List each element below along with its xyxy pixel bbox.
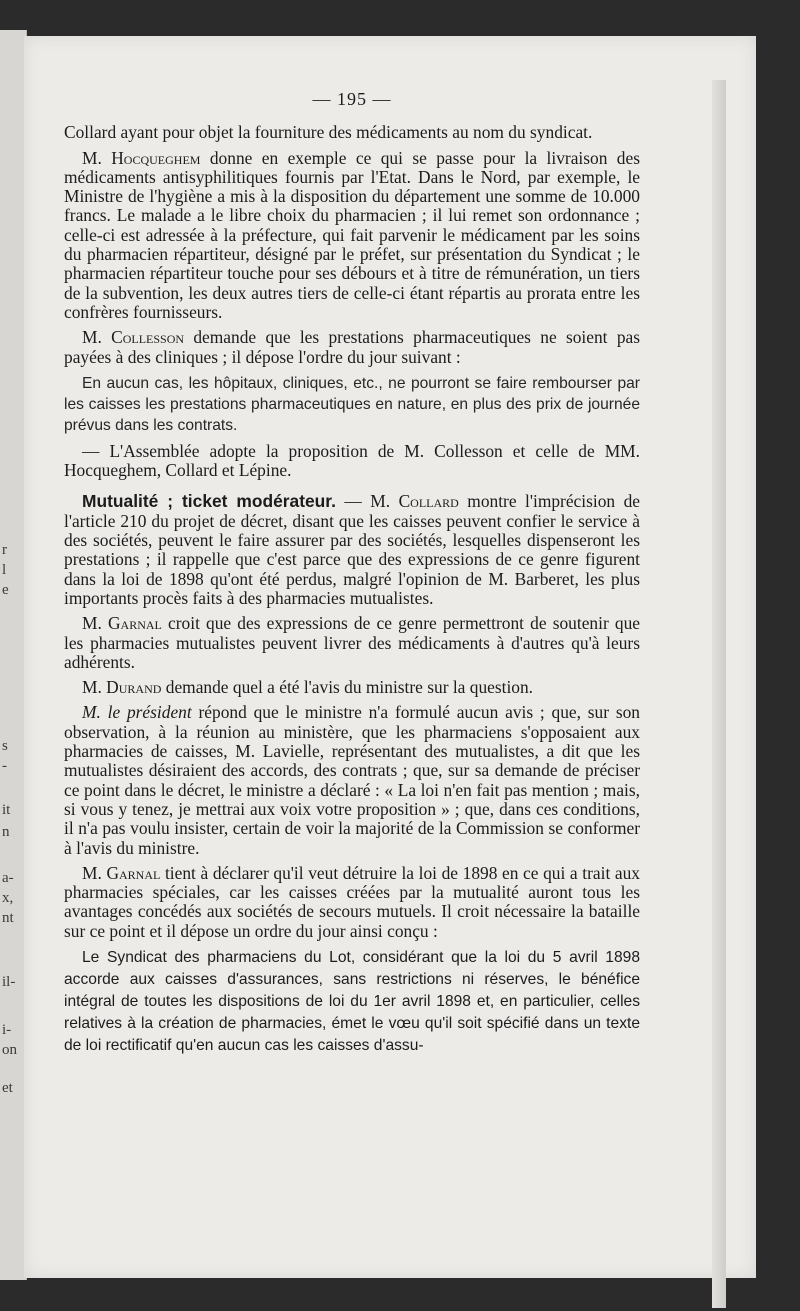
resolution-quote: Le Syndicat des pharmaciens du Lot, considérant que la loi du 5 avril 1898 accorde aux caisses d'assurances, sans restrictions ni réserves, le bénéfice intégral de toutes les dispositions de loi du 1er avril 1898 et, en particulier, celles relatives à la création de pharmacies, émet le vœu qu'il soit spécifié dans un texte de loi rectificatif qu'en aucun cas les caisses d'assu- [64, 948, 640, 1054]
speaker-name: Hocqueghem [111, 147, 201, 168]
paragraph: M. Garnal tient à déclarer qu'il veut détruire la loi de 1898 en ce qui a trait aux pharmacies spéciales, car les caisses créées par la mutualité auront tous les avantages concédés aux sociétés de secours mutuels. Il croit nécessaire la bataille sur ce point et il dépose un ordre du jour ainsi conçu : [64, 862, 640, 941]
paragraph: M. Garnal croit que des expressions de ce genre permettront de soutenir que les pharmacies mutualistes peuvent livrer des médicaments à d'autres qu'à leurs adhérents. [64, 613, 640, 672]
speaker-name: Garnal [106, 862, 161, 883]
margin-fragment: l [2, 562, 7, 578]
resolution-quote: En aucun cas, les hôpitaux, cliniques, etc., ne pourront se faire rembourser par les caisses les prestations pharmaceutiques en nature, en plus des prix de journée prévus dans les contrats. [64, 374, 640, 434]
margin-fragment: e [2, 582, 9, 598]
page-content [64, 90, 640, 1063]
speaker-name: Garnal [107, 613, 162, 634]
speaker-name: Collard [398, 491, 459, 512]
margin-fragment: i- [2, 1022, 12, 1038]
margin-fragment: n [2, 824, 10, 840]
margin-fragment: it [2, 802, 11, 818]
section-heading: Mutualité ; ticket modérateur. [82, 491, 336, 512]
paragraph: M. le président répond que le ministre n'a formulé aucun avis ; que, sur son observation, à la réunion au ministère, que les pharmaciens s'opposaient aux pharmacies de caisses, M. Lavielle, représentant des mutualistes, a dit que les mutualistes désiraient des accords, des contrats ; que, sur sa demande de préciser ce point dans le décret, le ministre a déclaré : « La loi n'en fait pas mention ; mais, si vous y tenez, je mettrai aux voix votre proposition » ; que, dans ces conditions, il n'a pas voulu insister, certain de voir la majorité de la Commission se conformer à l'avis du ministre. [64, 702, 640, 858]
paragraph: Collard ayant pour objet la fourniture des médicaments au nom du syndicat. [64, 122, 593, 143]
paragraph: M. Durand demande quel a été l'avis du ministre sur la question. [82, 677, 534, 698]
paragraph: Mutualité ; ticket modérateur. — M. Collard montre l'imprécision de l'article 210 du projet de décret, disant que les caisses peuvent confier le service à des sociétés, peuvent le faire assurer par des sociétés, lesquelles dispenseront les prestations ; il rappelle que c'est parce que des expressions de ce genre figurent dans la loi de 1898 qu'ont été perdus, malgré l'opinion de M. Barberet, les plus importants procès faits à des pharmacies mutualistes. [64, 491, 640, 608]
paragraph: M. Collesson demande que les prestations pharmaceutiques ne soient pas payées à des cliniques ; il dépose l'ordre du jour suivant : [64, 327, 640, 367]
paragraph: — L'Assemblée adopte la proposition de M. Collesson et celle de MM. Hocqueghem, Collard et Lépine. [64, 440, 640, 481]
page-number: — 195 — [312, 89, 392, 109]
margin-fragment: a- [2, 870, 14, 886]
page-edge [712, 80, 726, 1308]
speaker-name: M. le président [82, 702, 192, 723]
margin-fragment: - [2, 758, 7, 774]
margin-fragment: s [2, 738, 8, 754]
margin-fragment: x, [2, 890, 14, 906]
margin-fragment: on [2, 1042, 17, 1058]
margin-fragment: il- [2, 974, 16, 990]
margin-fragment: r [2, 542, 7, 558]
speaker-name: Durand [106, 677, 162, 698]
speaker-name: Collesson [111, 327, 185, 348]
margin-fragment: nt [2, 910, 14, 926]
paragraph: M. Hocqueghem donne en exemple ce qui se passe pour la livraison des médicaments antisyphilitiques fournis par l'Etat. Dans le Nord, par exemple, le Ministre de l'hygiène a mis à la disposition du département une somme de 10.000 francs. Le malade a le libre choix du pharmacien ; il lui remet son ordonnance ; celle-ci est adressée à la préfecture, qui fait parvenir le médicament par les soins du pharmacien répartiteur, désigné par le préfet, sur présentation du Syndicat ; le pharmacien répartiteur touche pour ses débours et à titre de rémunération, un tiers de la subvention, les deux autres tiers de celle-ci étant répartis au prorata entre les confrères fournisseurs. [64, 147, 640, 322]
adjacent-page-edge [0, 30, 27, 1280]
margin-fragment: et [2, 1080, 13, 1096]
